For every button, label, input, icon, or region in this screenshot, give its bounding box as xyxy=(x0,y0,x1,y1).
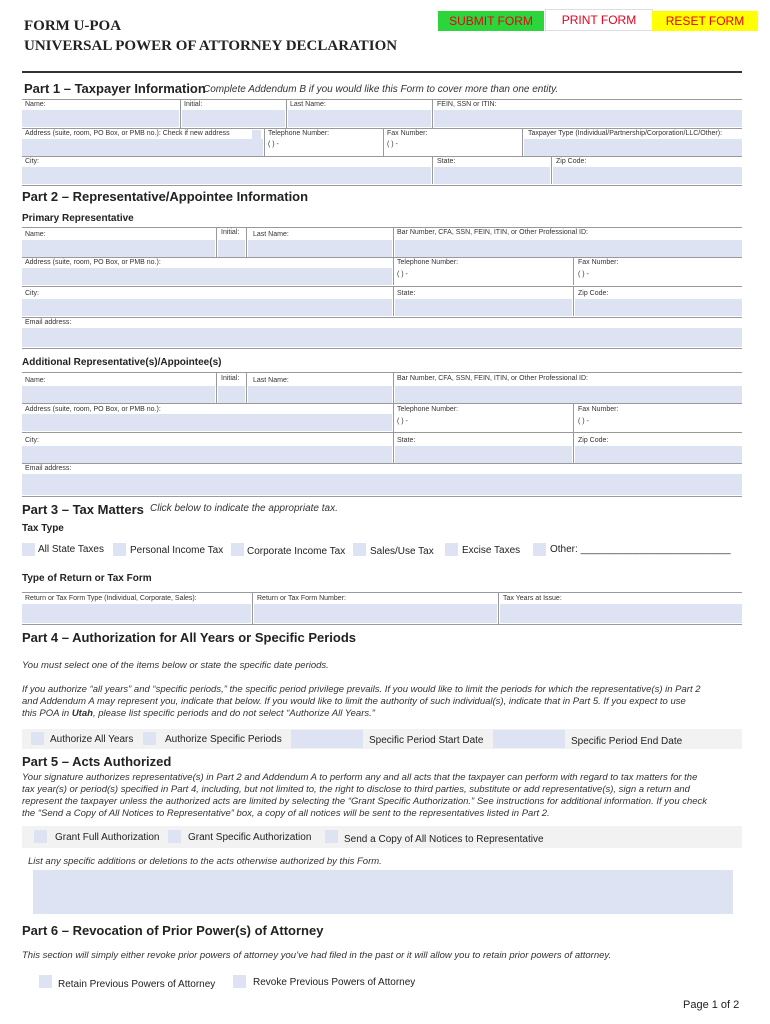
p2-email-label: Email address: xyxy=(25,319,72,326)
form-title: UNIVERSAL POWER OF ATTORNEY DECLARATION xyxy=(24,38,398,54)
p1-fax-label: Fax Number: xyxy=(387,130,428,137)
p2-zip-field[interactable] xyxy=(575,299,742,316)
p2b-state-field[interactable] xyxy=(395,446,572,463)
part1-heading: Part 1 – Taxpayer Information xyxy=(24,81,206,96)
reset-form-button[interactable]: RESET FORM xyxy=(652,11,758,31)
p2b-lastname-label: Last Name: xyxy=(253,377,289,384)
all-state-taxes-label: All State Taxes xyxy=(38,544,104,555)
part3-heading: Part 3 – Tax Matters xyxy=(22,502,144,517)
p2-address-label: Address (suite, room, PO Box, or PMB no.): xyxy=(25,259,161,266)
other-tax-field[interactable]: Other: ___________________________ xyxy=(550,544,731,555)
p1-fein-field[interactable] xyxy=(434,110,742,127)
p2-telephone-label: Telephone Number: xyxy=(397,259,459,266)
p2b-zip-field[interactable] xyxy=(575,446,742,463)
start-date-field[interactable] xyxy=(291,730,363,748)
revoke-poa-label: Revoke Previous Powers of Attorney xyxy=(253,977,416,988)
part3-note: Click below to indicate the appropriate tax. xyxy=(150,503,338,514)
authorize-specific-periods-checkbox[interactable] xyxy=(143,732,156,745)
p2-fax-label: Fax Number: xyxy=(578,259,619,266)
p1-telephone-label: Telephone Number: xyxy=(268,130,330,137)
p2b-address-field[interactable] xyxy=(22,414,392,431)
p2-bar-field[interactable] xyxy=(395,240,742,257)
p1-name-field[interactable] xyxy=(22,110,179,127)
part5-heading: Part 5 – Acts Authorized xyxy=(22,754,172,769)
p2b-initial-field[interactable] xyxy=(218,386,245,403)
print-form-button[interactable]: PRINT FORM xyxy=(545,9,653,31)
p2-initial-field[interactable] xyxy=(218,240,245,257)
new-address-checkbox[interactable] xyxy=(252,130,261,139)
p1-initial-field[interactable] xyxy=(182,110,285,127)
p2-name-label: Name: xyxy=(25,231,46,238)
all-state-taxes-checkbox[interactable] xyxy=(22,543,35,556)
p2-fax-field[interactable]: ( ) - xyxy=(578,271,589,278)
p1-city-label: City: xyxy=(25,158,39,165)
tax-years-field[interactable] xyxy=(500,604,742,623)
additional-rep-heading: Additional Representative(s)/Appointee(s) xyxy=(22,357,222,368)
authorize-all-years-checkbox[interactable] xyxy=(31,732,44,745)
p2-bar-label: Bar Number, CFA, SSN, FEIN, ITIN, or Other Professional ID: xyxy=(397,229,588,236)
p1-address-label: Address (suite, room, PO Box, or PMB no.): Check if new address xyxy=(25,130,230,137)
p2b-zip-label: Zip Code: xyxy=(578,437,609,444)
grant-full-authorization-label: Grant Full Authorization xyxy=(55,832,160,843)
authorize-specific-periods-label: Authorize Specific Periods xyxy=(165,734,282,745)
p1-fax-field[interactable]: ( ) - xyxy=(387,141,398,148)
p2-city-field[interactable] xyxy=(22,299,392,316)
p2b-bar-field[interactable] xyxy=(395,386,742,403)
grant-specific-authorization-label: Grant Specific Authorization xyxy=(188,832,312,843)
p2-lastname-label: Last Name: xyxy=(253,231,289,238)
return-form-number-field[interactable] xyxy=(254,604,497,623)
send-copy-notices-label: Send a Copy of All Notices to Representative xyxy=(344,834,544,845)
part6-note: This section will simply either revoke prior powers of attorney you’ve had filed in the past or it will allow you to retain prior powers of attorney. xyxy=(22,950,612,961)
p2b-bar-label: Bar Number, CFA, SSN, FEIN, ITIN, or Other Professional ID: xyxy=(397,375,588,382)
p2-state-field[interactable] xyxy=(395,299,572,316)
excise-taxes-checkbox[interactable] xyxy=(445,543,458,556)
part4-instruction: You must select one of the items below or state the specific date periods. xyxy=(22,660,329,671)
p2-zip-label: Zip Code: xyxy=(578,290,609,297)
part2-heading: Part 2 – Representative/Appointee Information xyxy=(22,189,309,204)
corporate-income-tax-label: Corporate Income Tax xyxy=(247,546,346,557)
return-form-type-label: Return or Tax Form Type (Individual, Corporate, Sales): xyxy=(25,595,197,602)
retain-poa-label: Retain Previous Powers of Attorney xyxy=(58,979,216,990)
p2b-fax-label: Fax Number: xyxy=(578,406,619,413)
send-copy-notices-checkbox[interactable] xyxy=(325,830,338,843)
p2b-state-label: State: xyxy=(397,437,416,444)
part5-paragraph: Your signature authorizes representative(s) in Part 2 and Addendum A to perform any and all acts that the taxpayer can perform with regard to tax matters for the tax year(s) or period(s) specified in Part 4, including, but not limited to, the right to disclose to third parties, substitute or add representative(s), sign a return and represent the taxpayer unless the authorized acts are limited by selecting the “Grant Specific Authorization.” See instructions for additional information. If you check the “Send a Copy of All Notices to Representative” box, a copy of all notices will be sent to the representatives listed in Part 2. xyxy=(22,772,708,819)
p2-initial-label: Initial: xyxy=(221,229,240,236)
p2b-name-label: Name: xyxy=(25,377,46,384)
revoke-poa-checkbox[interactable] xyxy=(233,975,246,988)
grant-full-authorization-checkbox[interactable] xyxy=(34,830,47,843)
corporate-income-tax-checkbox[interactable] xyxy=(231,543,244,556)
return-form-number-label: Return or Tax Form Number: xyxy=(257,595,346,602)
p2b-address-label: Address (suite, room, PO Box, or PMB no.): xyxy=(25,406,161,413)
end-date-label: Specific Period End Date xyxy=(571,736,683,747)
part4-heading: Part 4 – Authorization for All Years or Specific Periods xyxy=(22,630,357,645)
p2b-email-label: Email address: xyxy=(25,465,72,472)
p1-city-field[interactable] xyxy=(22,167,431,184)
tax-years-label: Tax Years at Issue: xyxy=(503,595,562,602)
p1-taxpayer-type-label: Taxpayer Type (Individual/Partnership/Corporation/LLC/Other): xyxy=(528,130,723,137)
p2-phone-field[interactable]: ( ) - xyxy=(397,271,408,278)
end-date-field[interactable] xyxy=(493,730,565,748)
tax-type-heading: Tax Type xyxy=(22,523,64,534)
grant-specific-authorization-checkbox[interactable] xyxy=(168,830,181,843)
form-id: FORM U-POA xyxy=(24,18,122,34)
page-number: Page 1 of 2 xyxy=(683,999,740,1011)
p2-lastname-field[interactable] xyxy=(248,240,392,257)
submit-form-button[interactable]: SUBMIT FORM xyxy=(438,11,544,31)
p2-city-label: City: xyxy=(25,290,39,297)
p1-name-label: Name: xyxy=(25,101,46,108)
p1-lastname-field[interactable] xyxy=(288,110,431,127)
p2-name-field[interactable] xyxy=(22,240,215,257)
personal-income-tax-checkbox[interactable] xyxy=(113,543,126,556)
p1-taxpayer-type-field[interactable] xyxy=(524,139,742,156)
acts-additions-deletions-field[interactable] xyxy=(33,870,733,914)
p2b-lastname-field[interactable] xyxy=(248,386,392,403)
p1-state-field[interactable] xyxy=(434,167,550,184)
p2b-fax-field[interactable]: ( ) - xyxy=(578,418,589,425)
p2b-city-label: City: xyxy=(25,437,39,444)
p2b-name-field[interactable] xyxy=(22,386,215,403)
personal-income-tax-label: Personal Income Tax xyxy=(130,545,224,556)
primary-rep-heading: Primary Representative xyxy=(22,213,134,224)
start-date-label: Specific Period Start Date xyxy=(369,735,484,746)
p1-initial-label: Initial: xyxy=(184,101,203,108)
p2-address-field[interactable] xyxy=(22,268,392,285)
p2b-telephone-label: Telephone Number: xyxy=(397,406,459,413)
p1-zip-label: Zip Code: xyxy=(556,158,587,165)
p1-phone-field[interactable]: ( ) - xyxy=(268,141,279,148)
sales-use-tax-checkbox[interactable] xyxy=(353,543,366,556)
p2b-initial-label: Initial: xyxy=(221,375,240,382)
p2b-email-field[interactable] xyxy=(22,474,742,495)
part4-paragraph: If you authorize “all years” and “specific periods,” the specific period privilege prevails. If you would like to limit the periods for which the representative(s) in Part 2 and Addendum A may represent you, indicate that below. If you would like to limit the authority of such individual(s), indicate that in Part 5. If you expect to use this POA in Utah, please list specific periods and do not select “Authorize All Years.” xyxy=(22,684,701,719)
excise-taxes-label: Excise Taxes xyxy=(462,545,521,556)
part6-heading: Part 6 – Revocation of Prior Power(s) of Attorney xyxy=(22,923,324,938)
part5-list-instruction: List any specific additions or deletions to the acts otherwise authorized by this Form. xyxy=(28,856,382,867)
return-type-heading: Type of Return or Tax Form xyxy=(22,573,152,584)
p2b-city-field[interactable] xyxy=(22,446,392,463)
p1-zip-field[interactable] xyxy=(553,167,742,184)
header-rule xyxy=(22,71,742,73)
part1-note: Complete Addendum B if you would like this Form to cover more than one entity. xyxy=(203,84,559,95)
p2b-phone-field[interactable]: ( ) - xyxy=(397,418,408,425)
p1-fein-label: FEIN, SSN or ITIN: xyxy=(437,101,497,108)
p2-email-field[interactable] xyxy=(22,328,742,347)
other-tax-checkbox[interactable] xyxy=(533,543,546,556)
authorize-all-years-label: Authorize All Years xyxy=(50,734,134,745)
p2-state-label: State: xyxy=(397,290,416,297)
retain-poa-checkbox[interactable] xyxy=(39,975,52,988)
p1-lastname-label: Last Name: xyxy=(290,101,326,108)
sales-use-tax-label: Sales/Use Tax xyxy=(370,546,434,557)
p1-address-field[interactable] xyxy=(22,139,263,156)
return-form-type-field[interactable] xyxy=(22,604,251,623)
p1-state-label: State: xyxy=(437,158,456,165)
